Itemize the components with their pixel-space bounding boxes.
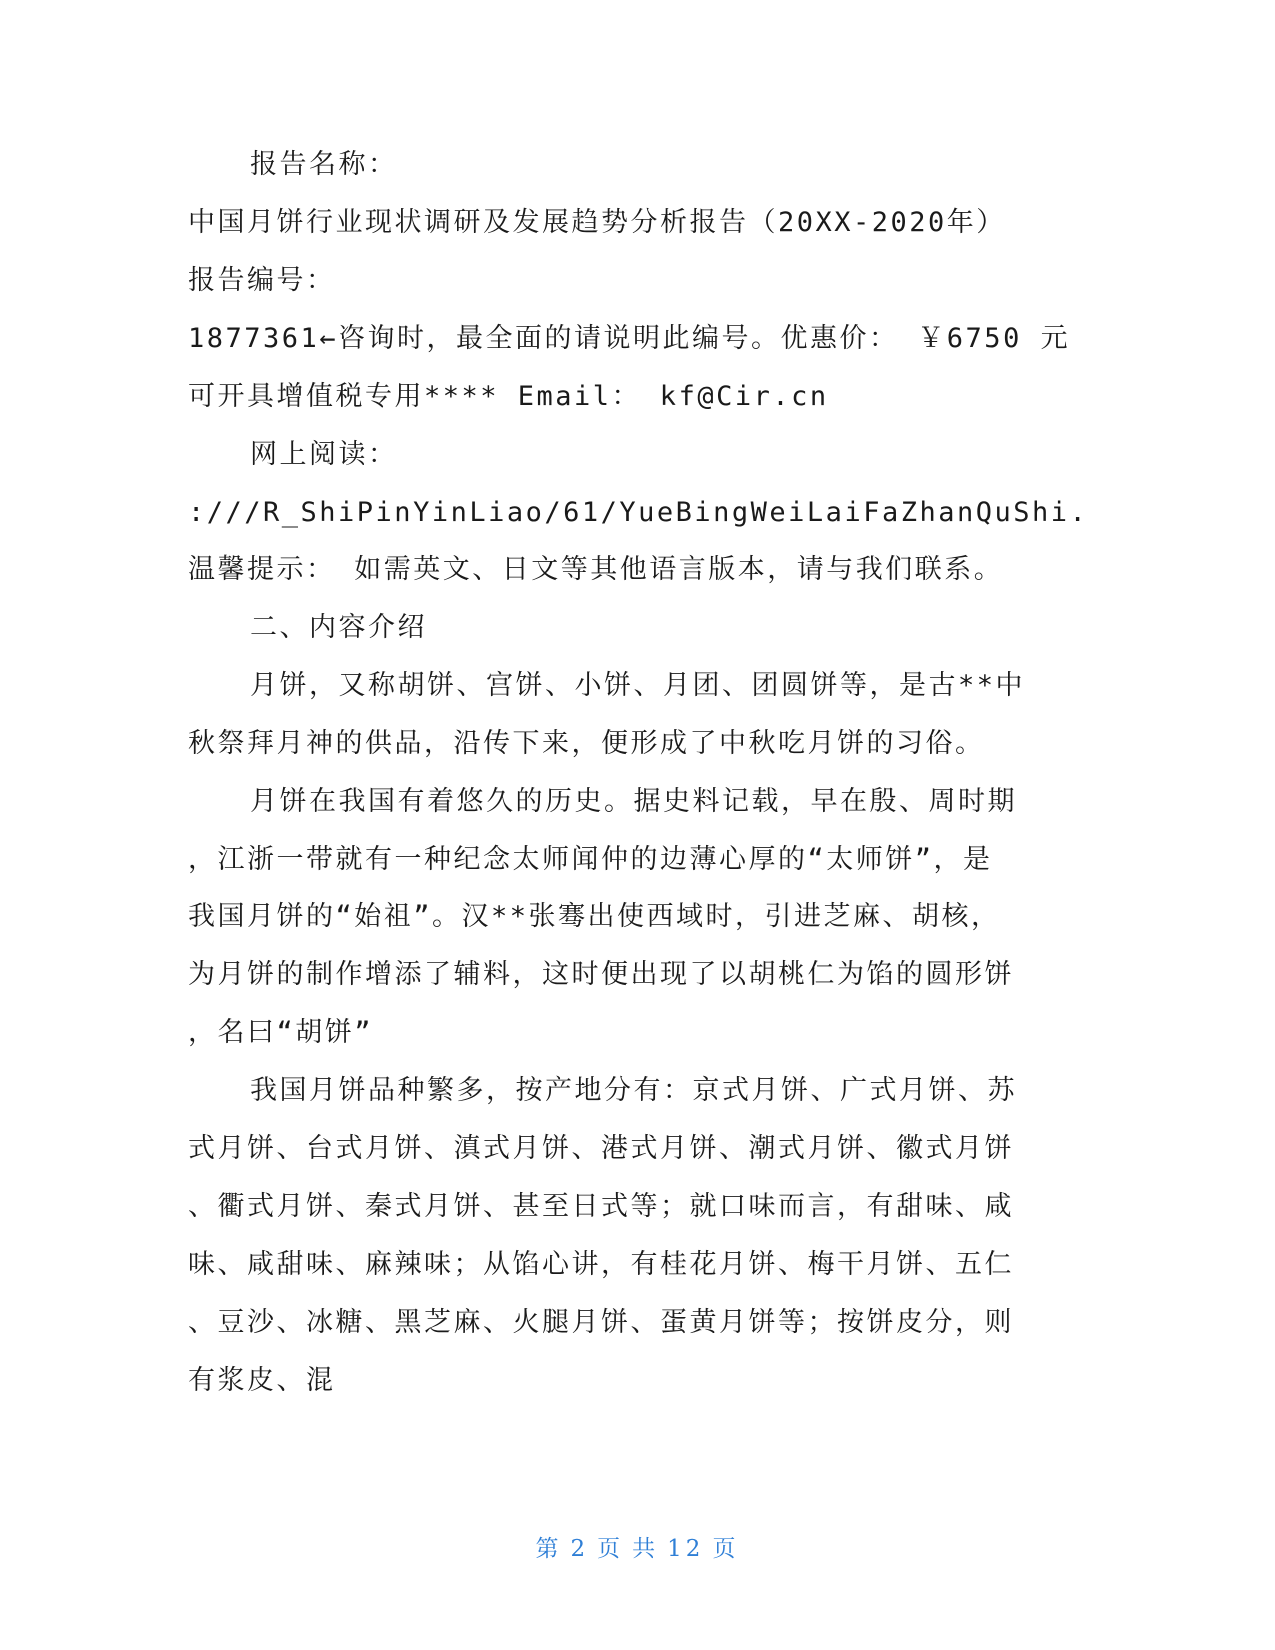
paragraph-3-line: 有浆皮、混: [188, 1365, 336, 1396]
paragraph-3-line: 、豆沙、冰糖、黑芝麻、火腿月饼、蛋黄月饼等；按饼皮分，则: [188, 1307, 1014, 1338]
report-name-label: 报告名称：: [250, 149, 398, 180]
paragraph-2-line: ，江浙一带就有一种纪念太师闻仲的边薄心厚的“太师饼”，是: [188, 844, 993, 875]
invoice-email-line: 可开具增值税专用**** Email： kf@Cir.cn: [188, 381, 829, 412]
language-tip: 温馨提示： 如需英文、日文等其他语言版本，请与我们联系。: [188, 554, 1004, 585]
footer-page-word: 页: [597, 1536, 625, 1562]
section-heading: 二、内容介绍: [250, 612, 427, 643]
total-pages-number: 12: [667, 1536, 705, 1562]
footer-total-word: 共: [632, 1536, 660, 1562]
paragraph-3-line: 味、咸甜味、麻辣味；从馅心讲，有桂花月饼、梅干月饼、五仁: [188, 1249, 1014, 1280]
page-footer: [0, 1530, 1275, 1563]
paragraph-3-line: 式月饼、台式月饼、滇式月饼、港式月饼、潮式月饼、徽式月饼: [188, 1133, 1014, 1164]
paragraph-2-line: 我国月饼的“始祖”。汉**张骞出使西域时，引进芝麻、胡核，: [188, 901, 1001, 932]
report-number-line: 1877361←咨询时，最全面的请说明此编号。优惠价： ￥6750 元: [188, 323, 1071, 354]
paragraph-2-line: ，名曰“胡饼”: [188, 1017, 374, 1048]
current-page-number: 2: [570, 1536, 590, 1562]
online-reading-url: :///R_ShiPinYinLiao/61/YueBingWeiLaiFaZhanQuShi.: [188, 497, 1089, 528]
report-number-label: 报告编号：: [188, 265, 336, 296]
footer-suffix: 页: [712, 1536, 740, 1562]
paragraph-2-line: 为月饼的制作增添了辅料，这时便出现了以胡桃仁为馅的圆形饼: [188, 959, 1014, 990]
report-name-value: 中国月饼行业现状调研及发展趋势分析报告（20XX-2020年）: [188, 207, 1006, 238]
footer-prefix: 第: [535, 1536, 563, 1562]
paragraph-3-line: 我国月饼品种繁多，按产地分有：京式月饼、广式月饼、苏: [250, 1075, 1017, 1106]
paragraph-2-line: 月饼在我国有着悠久的历史。据史料记载，早在殷、周时期: [250, 786, 1017, 817]
paragraph-3-line: 、衢式月饼、秦式月饼、甚至日式等；就口味而言，有甜味、咸: [188, 1191, 1014, 1222]
paragraph-1-line: 秋祭拜月神的供品，沿传下来，便形成了中秋吃月饼的习俗。: [188, 728, 985, 759]
paragraph-1-line: 月饼，又称胡饼、宫饼、小饼、月团、团圆饼等，是古**中: [250, 670, 1026, 701]
online-reading-label: 网上阅读：: [250, 439, 398, 470]
